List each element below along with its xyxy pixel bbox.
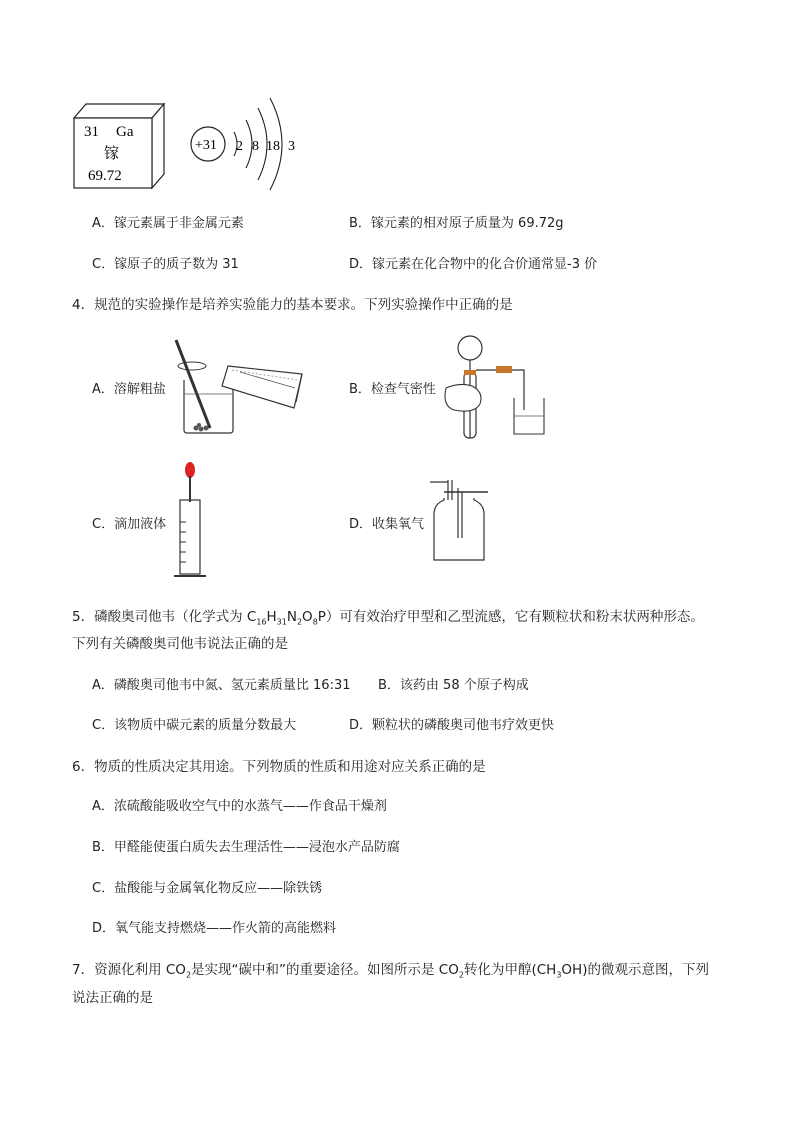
element-mass: 69.72 xyxy=(88,168,122,184)
q3-option-c[interactable]: C．镓原子的质子数为 31 xyxy=(92,257,239,272)
q3-option-a[interactable]: A．镓元素属于非金属元素 xyxy=(92,216,244,231)
q5-stem xyxy=(72,605,704,627)
q4-option-d[interactable]: D．收集氧气 xyxy=(349,517,425,532)
q5-option-c[interactable]: C．该物质中碳元素的质量分数最大 xyxy=(92,718,297,733)
dissolving-salt-illustration xyxy=(170,336,315,436)
q6-option-c[interactable]: C．盐酸能与金属氧化物反应——除铁锈 xyxy=(92,881,323,896)
gas-bottle-illustration xyxy=(428,478,494,564)
q3-option-b[interactable]: B．镓元素的相对原子质量为 69.72g xyxy=(349,216,564,231)
q6-option-d[interactable]: D．氧气能支持燃烧——作火箭的高能燃料 xyxy=(92,921,337,936)
q7-sub1: 2 xyxy=(185,970,192,980)
q7-stem-part1: 7．资源化利用 CO xyxy=(72,962,186,978)
shell-1: 2 xyxy=(236,139,243,154)
q5-stem-post: ）可有效治疗甲型和乙型流感，它有颗粒状和粉末状两种形态。 xyxy=(325,609,704,625)
element-number: 31 xyxy=(84,124,99,140)
q4-option-b[interactable]: B．检查气密性 xyxy=(349,382,436,397)
q5-formula-h: H xyxy=(266,609,277,625)
shell-2: 8 xyxy=(252,139,259,154)
q5-formula-o: O xyxy=(302,609,313,625)
q5-formula-n: N xyxy=(286,609,297,625)
q7-sub3: 3 xyxy=(556,970,562,980)
q6-stem: 6．物质的性质决定其用途。下列物质的性质和用途对应关系正确的是 xyxy=(72,759,486,775)
q5-stem-line2: 下列有关磷酸奥司他韦说法正确的是 xyxy=(72,636,288,652)
q3-option-d[interactable]: D．镓元素在化合物中的化合价通常显-3 价 xyxy=(349,257,598,272)
q7-stem-line2: 说法正确的是 xyxy=(72,990,153,1006)
nucleus-charge: +31 xyxy=(195,138,217,153)
q7-stem-part4: OH)的微观示意图，下列 xyxy=(561,962,709,978)
q5-formula-p: P xyxy=(317,609,326,625)
q4-stem: 4．规范的实验操作是培养实验能力的基本要求。下列实验操作中正确的是 xyxy=(72,297,513,313)
q5-formula-o-sub: 8 xyxy=(312,617,318,627)
q5-formula-c-sub: 16 xyxy=(256,617,267,627)
q7-stem-part2: 是实现“碳中和”的重要途径。如图所示是 CO xyxy=(191,962,459,978)
atom-structure-diagram xyxy=(186,94,306,194)
q4-option-c[interactable]: C．滴加液体 xyxy=(92,517,167,532)
q5-stem-pre: 5．磷酸奥司他韦（化学式为 C xyxy=(72,609,257,625)
q5-option-d[interactable]: D．颗粒状的磷酸奥司他韦疗效更快 xyxy=(349,718,555,733)
q5-option-a[interactable]: A．磷酸奥司他韦中氮、氢元素质量比 16:31 xyxy=(92,678,351,693)
element-symbol: Ga xyxy=(116,124,134,140)
q5-formula-n-sub: 2 xyxy=(296,617,303,627)
q7-stem xyxy=(72,958,709,980)
q5-formula-h-sub: 31 xyxy=(276,617,287,627)
q6-option-b[interactable]: B．甲醛能使蛋白质失去生理活性——浸泡水产品防腐 xyxy=(92,840,400,855)
shell-3: 18 xyxy=(266,139,280,154)
q7-stem-part3: 转化为甲醇(CH xyxy=(463,962,557,978)
q5-option-b[interactable]: B．该药由 58 个原子构成 xyxy=(378,678,529,693)
element-name: 镓 xyxy=(104,146,120,162)
q4-option-a[interactable]: A．溶解粗盐 xyxy=(92,382,166,397)
shell-4: 3 xyxy=(288,139,295,154)
element-card xyxy=(72,100,172,192)
dropper-cylinder-illustration xyxy=(172,462,212,580)
q7-sub2: 2 xyxy=(458,970,464,980)
airtightness-check-illustration xyxy=(440,330,560,444)
q6-option-a[interactable]: A．浓硫酸能吸收空气中的水蒸气——作食品干燥剂 xyxy=(92,799,387,814)
